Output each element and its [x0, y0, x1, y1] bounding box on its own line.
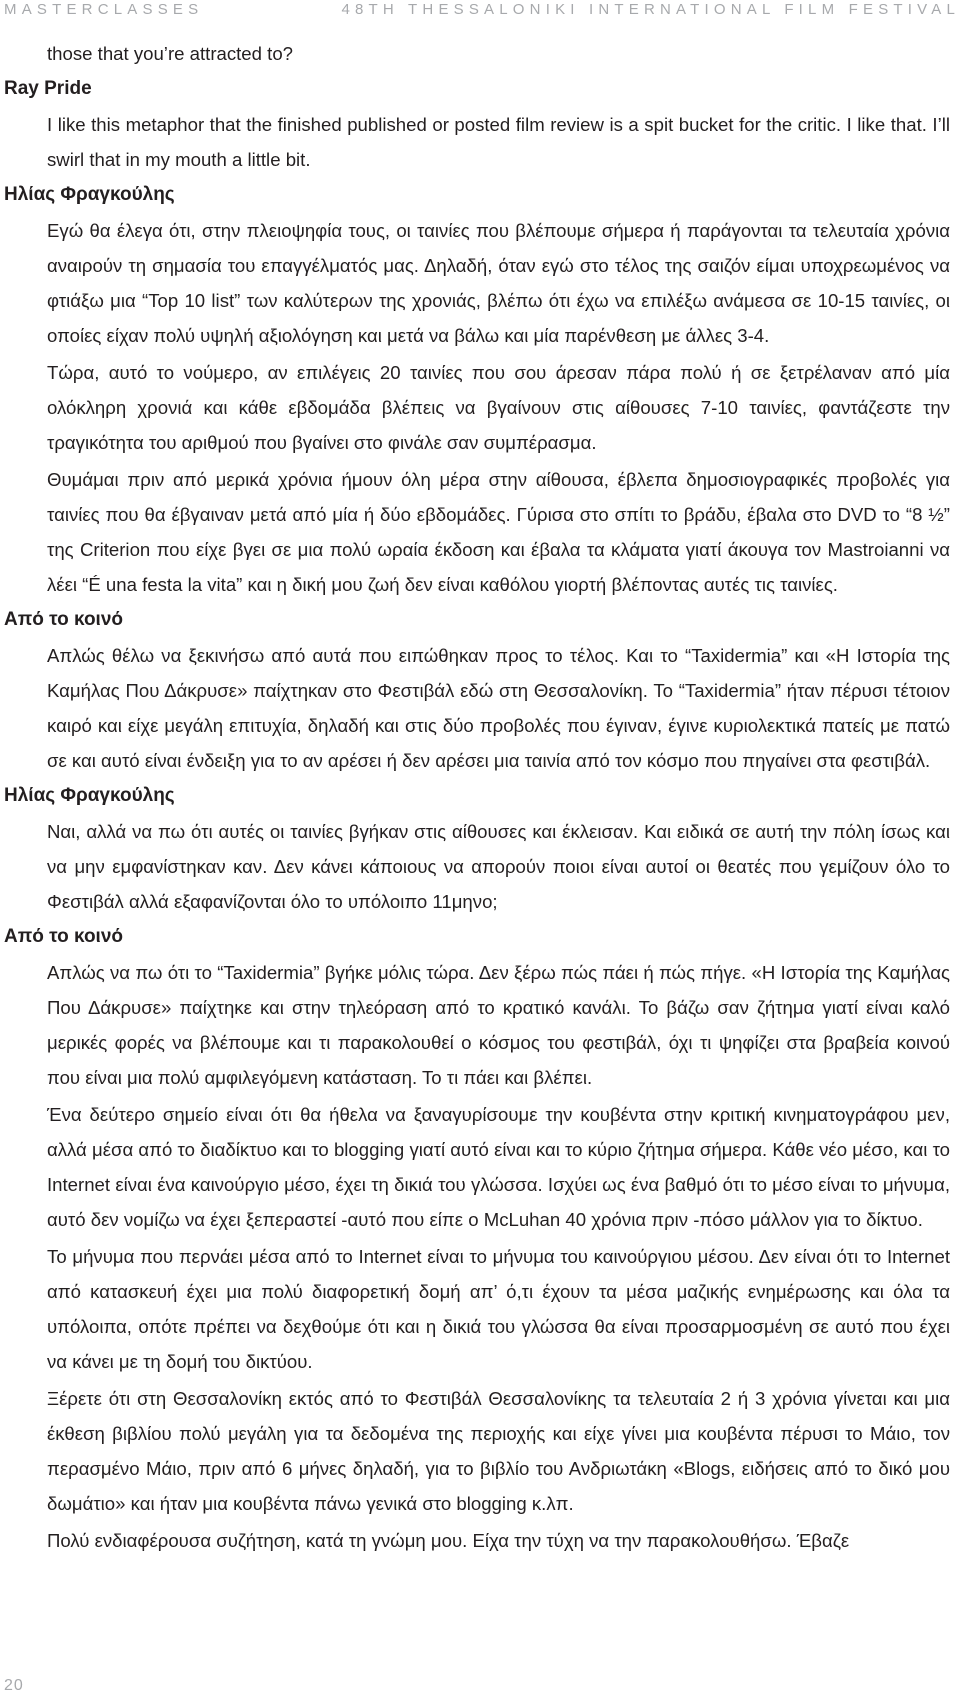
paragraph: Θυμάμαι πριν από μερικά χρόνια ήμουν όλη μέρα στην αίθουσα, έβλεπα δημοσιογραφικές προβολές για ταινίες που θα έβγαιναν μετά από μία ή δύο εβδομάδες. Γύρισα στο σπίτι το βράδυ, έβαλα στο DVD το “8 ½” της Criterion που είχε βγει σε μια πολύ ωραία έκδοση και έβαλα τα κλάματα γιατί άκουγα τον Mastroianni να λέει “É una festa la vita” και η δική μου ζωή δεν είναι καθόλου γιορτή βλέποντας αυτές τις ταινίες. [47, 469, 950, 595]
transcript-body [0, 36, 960, 1558]
speaker-name: Από το κοινό [4, 609, 124, 630]
page-number: 20 [4, 1677, 24, 1694]
speaker-name: Ray Pride [4, 78, 92, 99]
paragraph: Το μήνυμα που περνάει μέσα από το Internet είναι το μήνυμα του καινούργιου μέσου. Δεν είναι ότι το Internet από κατασκευή έχει μια πολύ διαφορετική δομή απ’ ό,τι έχουν τα μέσα μαζικής ενημέρωσης και όλα τα υπόλοιπα, οπότε πρέπει να δεχθούμε ότι και η δικιά του γλώσσα θα είναι προσαρμοσμένη σε αυτό που έχει να κάνει με τη δομή του δικτύου. [47, 1246, 950, 1372]
speaker-name: Από το κοινό [4, 926, 124, 947]
paragraph: Πολύ ενδιαφέρουσα συζήτηση, κατά τη γνώμη μου. Είχα την τύχη να την παρακολουθήσω. Έβαζε [47, 1530, 850, 1551]
transcript-block [0, 36, 960, 71]
paragraph: Τώρα, αυτό το νούμερο, αν επιλέγεις 20 ταινίες που σου άρεσαν πάρα πολύ ή σε ξετρέλαναν από μία ολόκληρη χρονιά και κάθε εβδομάδα βλέπεις να βγαίνουν στις αίθουσες 7-10 ταινίες, φαντάζεστε την τραγικότητα του αριθμού που βγαίνει στο φινάλε σαν συμπέρασμα. [47, 362, 950, 453]
header-festival-title: 48TH THESSALONIKI INTERNATIONAL FILM FESTIVAL [341, 1, 960, 18]
paragraph: Ναι, αλλά να πω ότι αυτές οι ταινίες βγήκαν στις αίθουσες και έκλεισαν. Και ειδικά σε αυτή την πόλη ίσως και να μην εμφανίστηκαν καν. Δεν κάνει κάποιους να απορούν ποιοι είναι αυτοί οι θεατές που γεμίζουν όλο το Φεστιβάλ αλλά εξαφανίζονται όλο το υπόλοιπο 11μηνο; [47, 821, 950, 912]
paragraph: those that you’re attracted to? [47, 43, 294, 64]
paragraph: Απλώς να πω ότι το “Taxidermia” βγήκε μόλις τώρα. Δεν ξέρω πώς πάει ή πώς πήγε. «Η Ιστορία της Καμήλας Που Δάκρυσε» παίχτηκε και στην τηλεόραση από το κρατικό κανάλι. Το βάζω σαν ζήτημα γιατί είναι καλό μερικές φορές να βλέπουμε και τι παρακολουθεί ο κόσμος του φεστιβάλ, όχι τι ψηφίζει στα βραβεία κοινού που είναι μια πολύ αμφιλεγόμενη κατάσταση. Το τι πάει και βλέπει. [47, 962, 950, 1088]
paragraph: Ένα δεύτερο σημείο είναι ότι θα ήθελα να ξαναγυρίσουμε την κουβέντα στην κριτική κινηματογράφου μεν, αλλά μέσα από το διαδίκτυο και το blogging γιατί αυτό είναι και το κύριο ζήτημα σήμερα. Κάθε νέο μέσο, και το Internet είναι ένα καινούργιο μέσο, έχει τη δικιά του γλώσσα. Ισχύει ως ένα βαθμό ότι το μέσο είναι το μήνυμα, αυτό δεν νομίζω να έχει ξεπεραστεί -αυτό που είπε ο McLuhan 40 χρόνια πριν -πόσο μάλλον για το δίκτυο. [47, 1104, 950, 1230]
transcript-block [0, 919, 960, 1558]
paragraph: Απλώς θέλω να ξεκινήσω από αυτά που ειπώθηκαν προς το τέλος. Και το “Taxidermia” και «Η Ιστορία της Καμήλας Που Δάκρυσε» παίχτηκαν στο Φεστιβάλ εδώ στη Θεσσαλονίκη. Το “Taxidermia” ήταν πέρυσι τέτοιον καιρό και είχε μεγάλη επιτυχία, δηλαδή και στις δύο προβολές που έγιναν, έγινε κυριολεκτικά πατείς με πατώ σε και αυτό είναι ένδειξη για το αν αρέσει ή δεν αρέσει μια ταινία από τον κόσμο που πηγαίνει στα φεστιβάλ. [47, 645, 950, 771]
paragraph: I like this metaphor that the finished published or posted film review is a spit bucket for the critic. I like that. I’ll swirl that in my mouth a little bit. [47, 114, 950, 170]
speaker-name: Ηλίας Φραγκούλης [4, 785, 175, 806]
speaker-name: Ηλίας Φραγκούλης [4, 184, 175, 205]
transcript-block [0, 71, 960, 177]
paragraph: Ξέρετε ότι στη Θεσσαλονίκη εκτός από το Φεστιβάλ Θεσσαλονίκης τα τελευταία 2 ή 3 χρόνια γίνεται και μια έκθεση βιβλίου πολύ μεγάλη για τα δεδομένα της περιοχής και είχε γίνει μια κουβέντα πέρυσι το Μάιο, τον περασμένο Μάιο, πριν από 6 μήνες δηλαδή, για το βιβλίο του Ανδριωτάκη «Blogs, ειδήσεις από το δικό μου δωμάτιο» και ήταν μια κουβέντα πάνω γενικά στο blogging κ.λπ. [47, 1388, 950, 1514]
header-section-title: MASTERCLASSES [4, 1, 204, 18]
paragraph: Εγώ θα έλεγα ότι, στην πλειοψηφία τους, οι ταινίες που βλέπουμε σήμερα ή παράγονται τα τελευταία χρόνια αναιρούν τη σημασία του επαγγέλματός μας. Δηλαδή, όταν εγώ στο τέλος της σαιζόν είμαι υποχρεωμένος να φτιάξω μια “Top 10 list” των καλύτερων της χρονιάς, βλέπω ότι έχω να επιλέξω ανάμεσα σε 10-15 ταινίες, οι οποίες είχαν πολύ υψηλή αξιολόγηση και μετά να βάλω και μία παρένθεση με άλλες 3-4. [47, 220, 950, 346]
transcript-block [0, 778, 960, 919]
transcript-block [0, 602, 960, 778]
running-header [0, 0, 960, 22]
transcript-block [0, 177, 960, 602]
